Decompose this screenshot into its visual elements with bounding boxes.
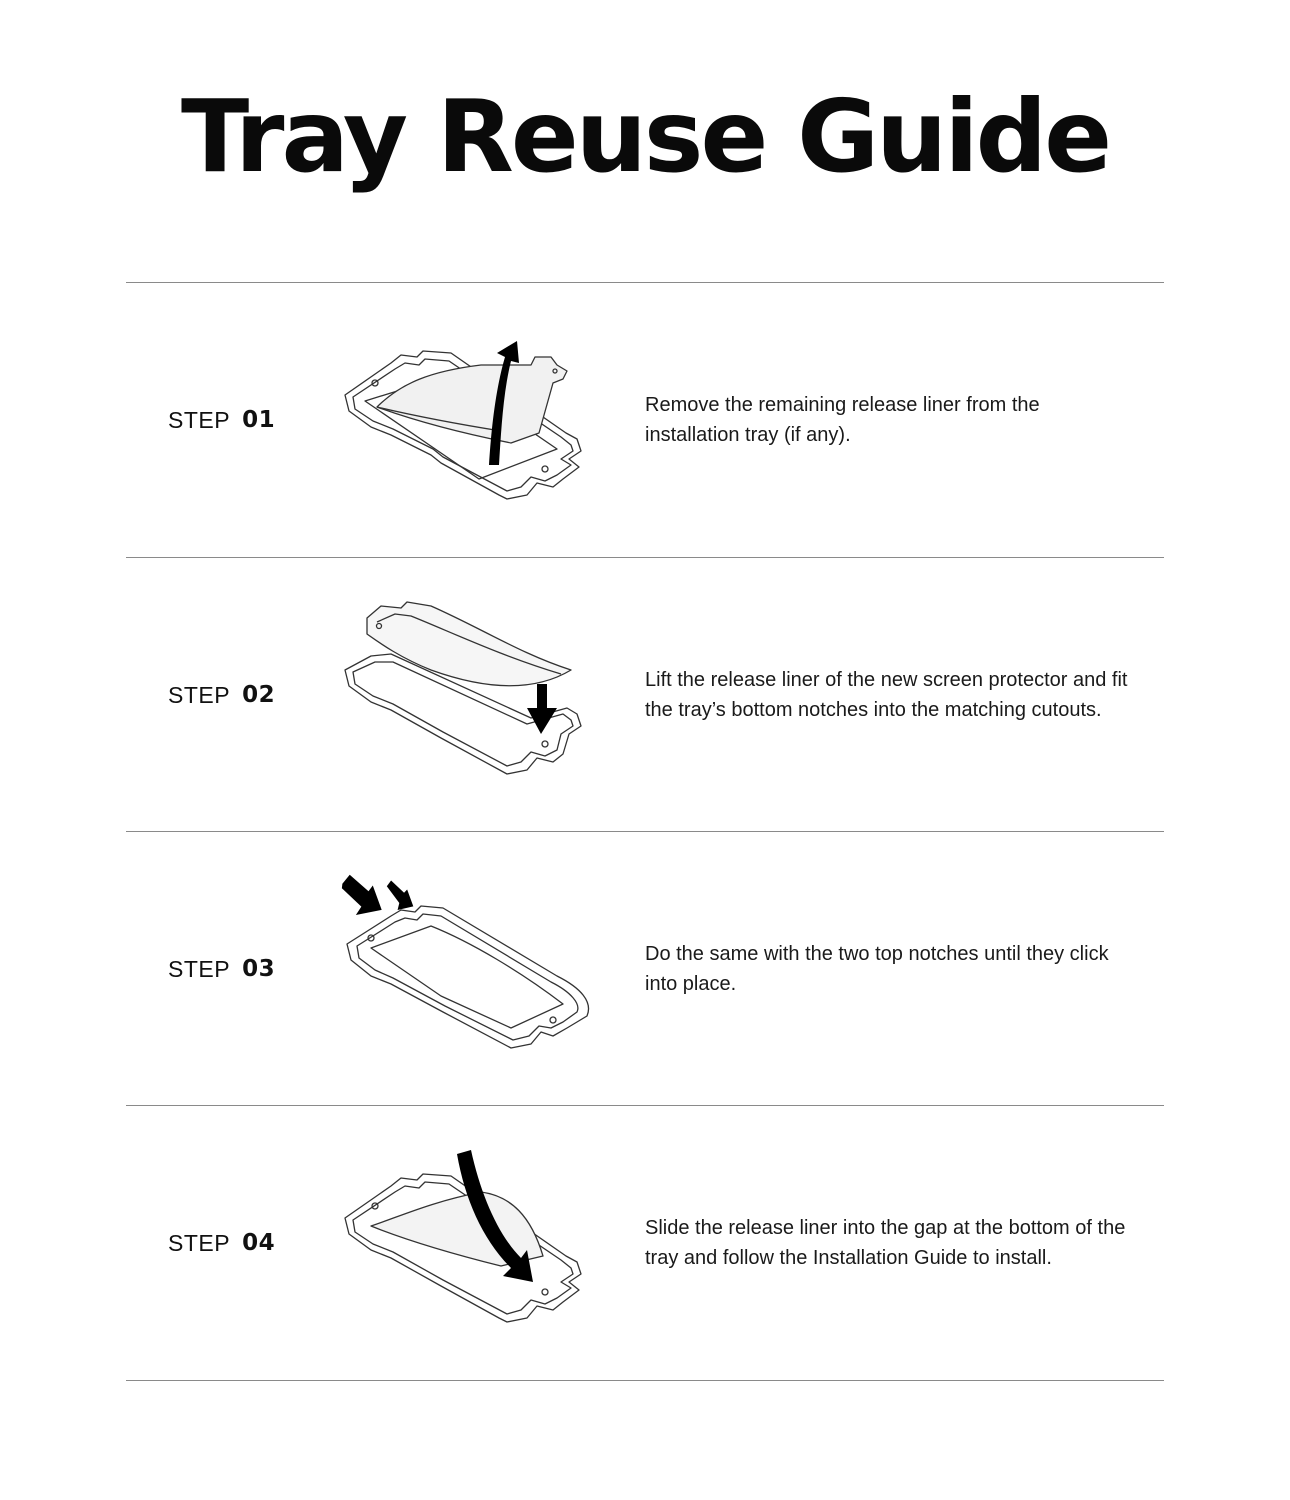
- tray-slide-liner-icon: [331, 1106, 611, 1380]
- step-word: STEP: [168, 1229, 231, 1256]
- step-number: 04: [242, 1230, 276, 1256]
- step-number: 02: [242, 682, 276, 708]
- step-word: STEP: [168, 681, 231, 708]
- tray-remove-liner-icon: [331, 283, 611, 557]
- step-04: [126, 1106, 1164, 1380]
- step-description: [645, 558, 1135, 832]
- step-label: [168, 283, 275, 557]
- step-description-text: Remove the remaining release liner from the installation tray (if any).: [645, 394, 1040, 446]
- step-description-text: Slide the release liner into the gap at the bottom of the tray and follow the Installation Guide to install.: [645, 1217, 1126, 1269]
- step-description: [645, 832, 1135, 1106]
- tray-click-top-notches-icon: [331, 832, 611, 1106]
- step-03: [126, 832, 1164, 1106]
- step-word: STEP: [168, 406, 231, 433]
- step-label: [168, 558, 275, 832]
- step-label: [168, 1106, 275, 1380]
- page-title: Tray Reuse Guide: [180, 78, 1110, 195]
- divider: [126, 1380, 1164, 1381]
- step-02: [126, 558, 1164, 832]
- step-label: [168, 832, 275, 1106]
- step-number: 03: [242, 956, 276, 982]
- step-word: STEP: [168, 955, 231, 982]
- tray-fit-bottom-notches-icon: [331, 558, 611, 832]
- step-description: [645, 1106, 1135, 1380]
- step-number: 01: [242, 407, 276, 433]
- step-description-text: Lift the release liner of the new screen protector and fit the tray’s bottom notches into the matching cutouts.: [645, 669, 1128, 721]
- step-description: [645, 283, 1135, 557]
- step-01: [126, 283, 1164, 557]
- step-description-text: Do the same with the two top notches until they click into place.: [645, 943, 1109, 995]
